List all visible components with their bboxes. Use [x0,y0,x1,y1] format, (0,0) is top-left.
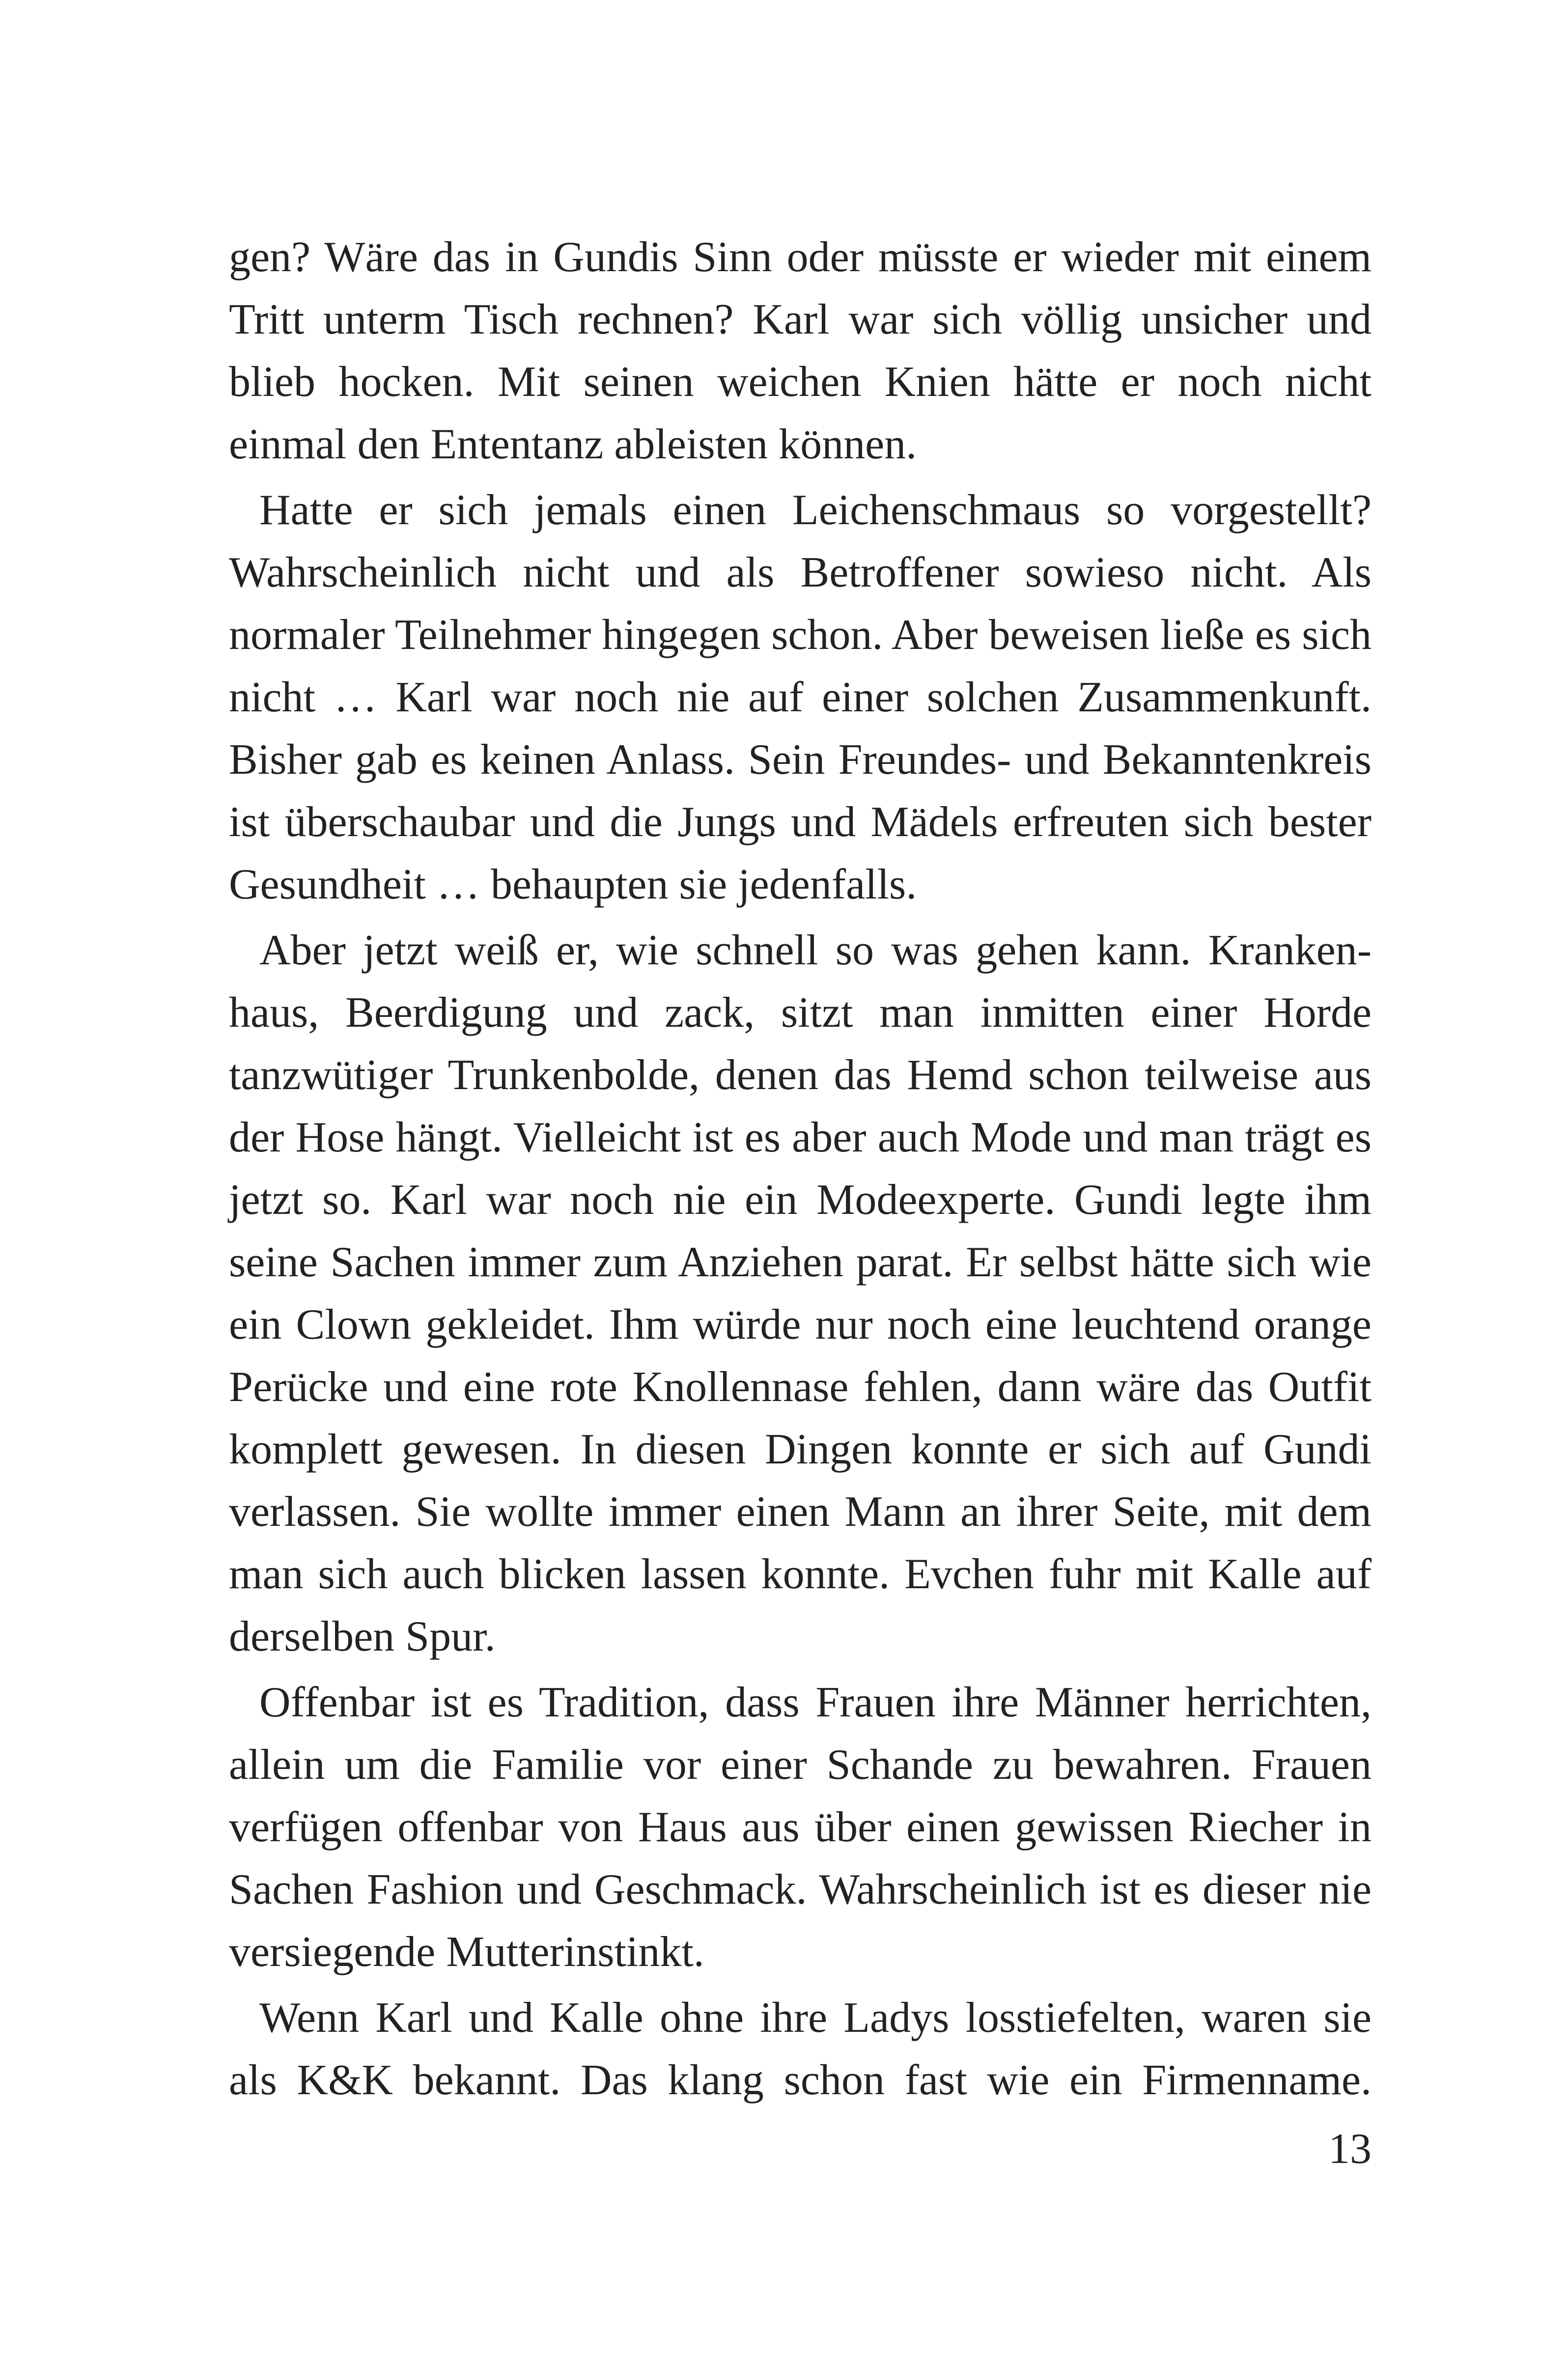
paragraph-3: Aber jetzt weiß er, wie schnell so was gehen kann. Krankenhaus, Beerdigung und zack, sitzt man inmitten einer Horde tanzwütiger Trunkenbolde, denen das Hemd schon teilweise aus der Hose hängt. Vielleicht ist es aber auch Mode und man trägt es jetzt so. Karl war noch nie ein Modeexperte. Gundi legte ihm seine Sachen immer zum Anziehen parat. Er selbst hätte sich wie ein Clown gekleidet. Ihm würde nur noch eine leuchtend orange Perücke und eine rote Knollennase fehlen, dann wäre das Outfit komplett gewesen. In diesen Dingen konnte er sich auf Gundi verlassen. Sie wollte immer einen Mann an ihrer Seite, mit dem man sich auch blicken lassen konnte. Evchen fuhr mit Kalle auf derselben Spur. [229,926,1372,1660]
paragraph-4: Offenbar ist es Tradition, dass Frauen ihre Männer herrichten, allein um die Familie vor einer Schande zu bewahren. Frauen verfügen offenbar von Haus aus über einen gewissen Riecher in Sachen Fashion und Geschmack. Wahrscheinlich ist es dieser nie versiegende Mutterinstinkt. [229,1679,1372,1976]
paragraph-1: gen? Wäre das in Gundis Sinn oder müsste er wieder mit einem Tritt unterm Tisch rechnen? Karl war sich völlig unsicher und blieb hocken. Mit seinen weichen Knien hätte er noch nicht einmal den Ententanz ableisten können. [229,233,1372,468]
paragraph-5: Wenn Karl und Kalle ohne ihre Ladys losstiefelten, waren sie als K&K bekannt. Das klang schon fast wie ein Firmenname. [229,1994,1372,2104]
paragraph-2: Hatte er sich jemals einen Leichenschmaus so vorgestellt? Wahrscheinlich nicht und als Betroffener sowieso nicht. Als normaler Teilnehmer hingegen schon. Aber beweisen ließe es sich nicht … Karl war noch nie auf einer solchen Zusammenkunft. Bisher gab es keinen Anlass. Sein Freundes- und Bekanntenkreis ist überschaubar und die Jungs und Mädels erfreuten sich bester Gesundheit … behaupten sie jedenfalls. [229,486,1372,908]
page-number: 13 [1328,2125,1372,2173]
body-text [229,226,1372,2115]
